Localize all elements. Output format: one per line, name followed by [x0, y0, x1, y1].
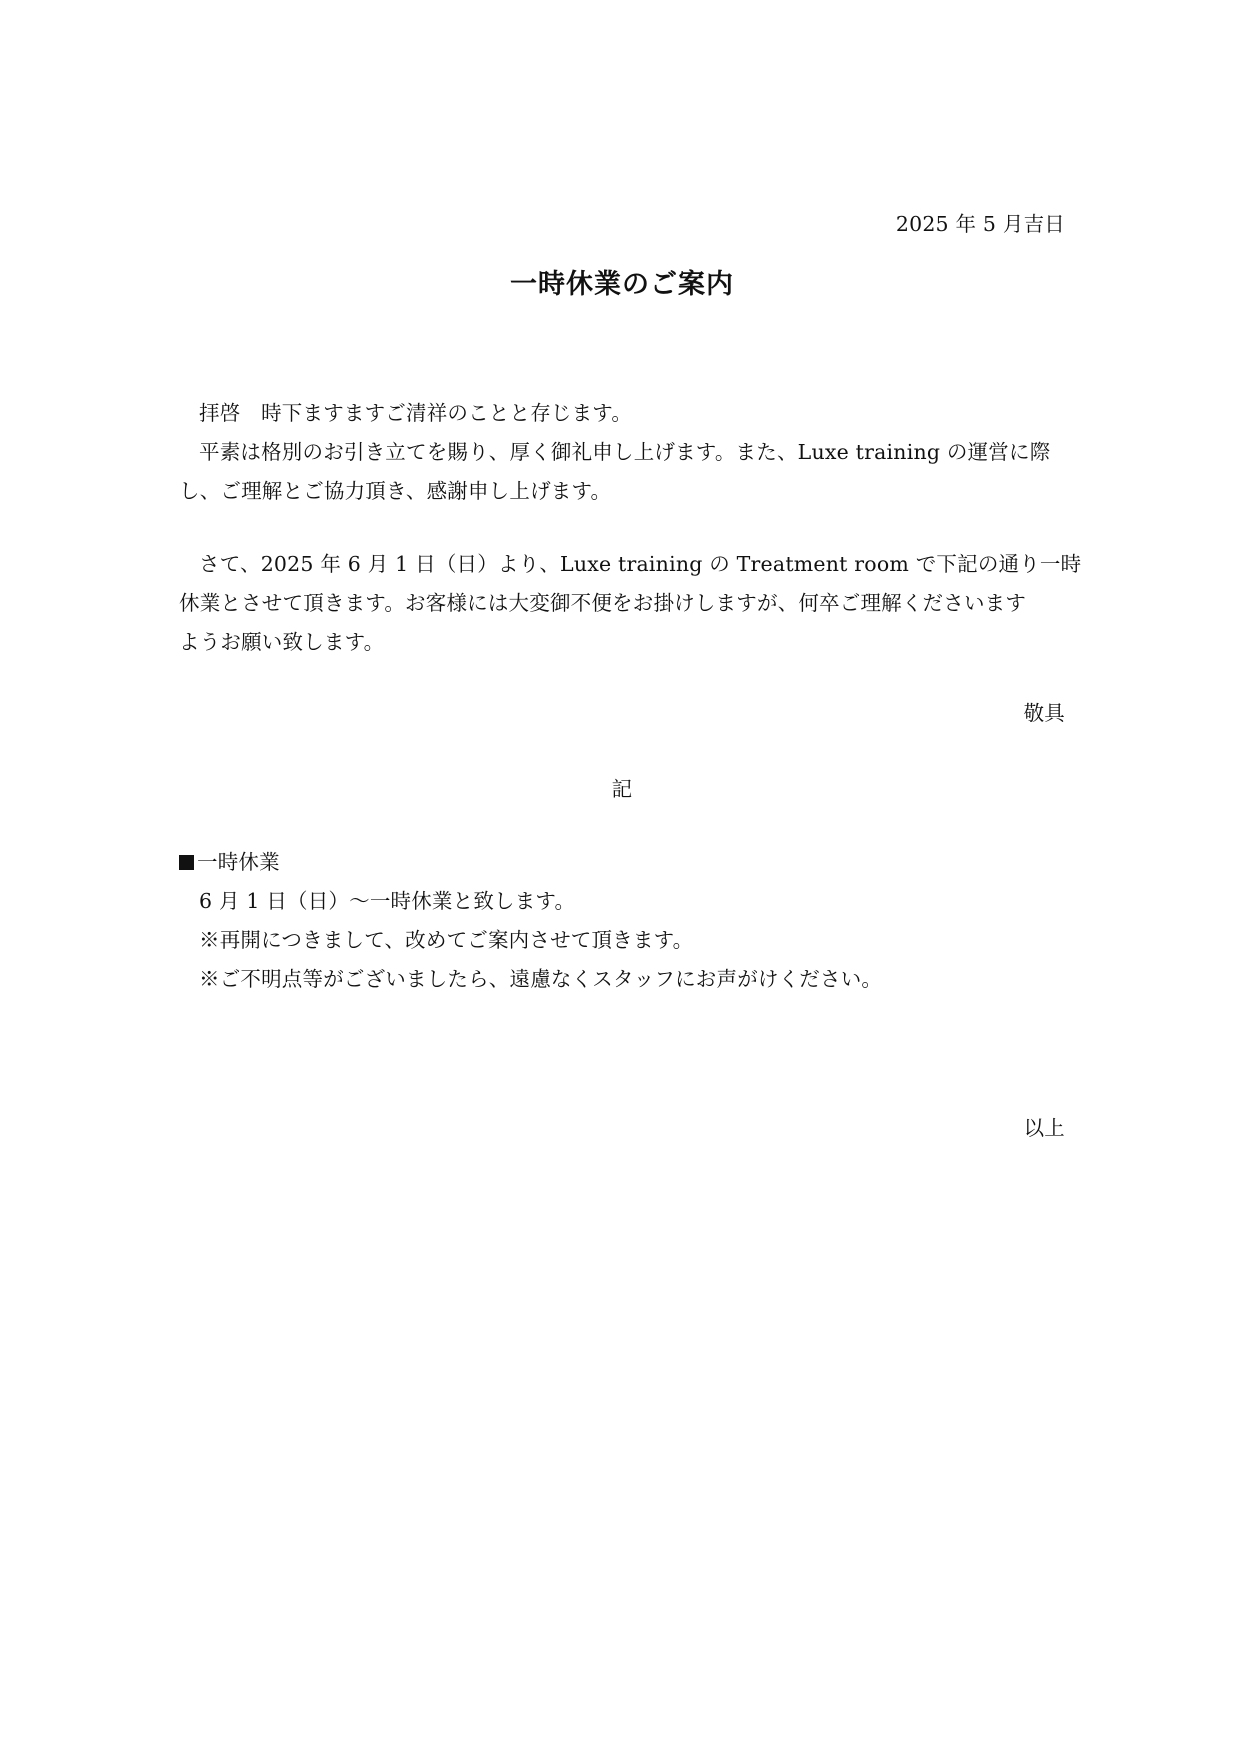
ki-heading: 記	[611, 777, 633, 801]
section-heading	[179, 843, 1065, 882]
document-date: 2025 年 5 月吉日	[895, 212, 1065, 236]
section-heading-text: 一時休業	[197, 850, 280, 874]
square-bullet-icon	[179, 855, 194, 870]
greeting-line: 拝啓 時下ますますご清祥のことと存じます。	[199, 401, 633, 425]
paragraph-2-line-2: 休業とさせて頂きます。お客様には大変御不便をお掛けしますが、何卒ご理解くださいます	[179, 591, 1027, 615]
paragraph-2-line-3: ようお願い致します。	[179, 630, 385, 654]
closing-keigu: 敬具	[1023, 701, 1065, 725]
closing-ijou: 以上	[1023, 1116, 1065, 1140]
document-title: 一時休業のご案内	[510, 269, 734, 300]
detail-line-3: ※ご不明点等がございましたら、遠慮なくスタッフにお声がけください。	[199, 967, 883, 991]
paragraph-1-line-2: し、ご理解とご協力頂き、感謝申し上げます。	[179, 479, 612, 503]
paragraph-gap	[179, 511, 1065, 545]
detail-line-2: ※再開につきまして、改めてご案内させて頂きます。	[199, 928, 694, 952]
letter-body	[179, 394, 1082, 662]
detail-line-1: 6 月 1 日（日）～一時休業と致します。	[199, 889, 576, 913]
paragraph-2-line-1: さて、2025 年 6 月 1 日（日）より、Luxe training の Treatment room で下記の通り一時	[199, 552, 1082, 576]
paragraph-1-line-1: 平素は格別のお引き立てを賜り、厚く御礼申し上げます。また、Luxe training の運営に際	[199, 440, 1051, 464]
details-block	[179, 843, 1065, 999]
